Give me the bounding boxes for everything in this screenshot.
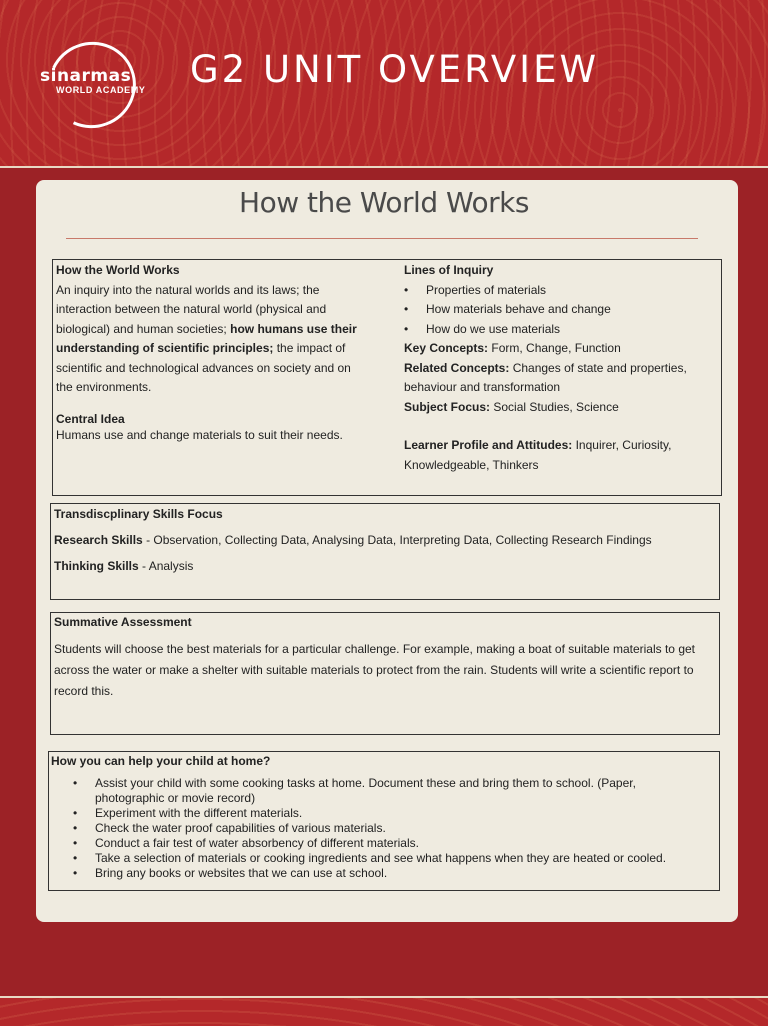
inquiry-column: [404, 261, 716, 475]
skills-content: [54, 501, 716, 579]
logo-name: sinarmas: [40, 66, 132, 86]
research-skills: [54, 527, 716, 553]
home-help-box: [48, 751, 720, 891]
card-heading: How the World Works: [239, 186, 529, 219]
key-concepts-value: Form, Change, Function: [488, 341, 621, 355]
list-item: • Check the water proof capabilities of various materials.: [51, 821, 691, 836]
assessment-content: [54, 612, 714, 702]
learner-profile: [404, 436, 716, 475]
footer-strip: [0, 996, 768, 1026]
theme-heading: How the World Works: [56, 263, 180, 277]
related-concepts-value: Changes of state and properties, behaviour and transformation: [404, 360, 687, 394]
list-item: • Bring any books or websites that we can use at school.: [51, 866, 691, 881]
list-item: • Conduct a fair test of water absorbency of different materials.: [51, 836, 691, 851]
home-help-list: [51, 776, 691, 881]
home-help-heading: How you can help your child at home?: [51, 754, 271, 768]
assessment-text: Students will choose the best materials for a particular challenge. For example, making a boat of suitable materials to get across the water or make a shelter with suitable materials to protect from the rain. Students will write a scientific report to record this.: [54, 642, 695, 698]
central-idea-text: Humans use and change materials to suit their needs.: [56, 427, 343, 442]
list-item: • How materials behave and change: [404, 300, 716, 320]
skills-box: [50, 503, 720, 600]
theme-box: [52, 259, 722, 496]
thinking-skills: [54, 553, 716, 579]
subject-focus: [404, 398, 716, 418]
subject-focus-label: Subject Focus:: [404, 399, 491, 414]
related-concepts-label: Related Concepts:: [404, 360, 510, 375]
theme-desc-part2: the impact of scientific and technological advances on society and on the environments.: [56, 341, 351, 394]
banner-divider: [0, 166, 768, 168]
theme-column: [56, 261, 362, 443]
research-skills-label: Research Skills: [54, 533, 143, 547]
list-item: • Take a selection of materials or cooking ingredients and see what happens when they are heated or cooled.: [51, 851, 691, 866]
thinking-skills-label: Thinking Skills: [54, 559, 139, 573]
logo-subtitle: WORLD ACADEMY: [56, 85, 146, 95]
list-item: • Assist your child with some cooking tasks at home. Document these and bring them to school. (Paper, photographic or movie record): [51, 776, 691, 806]
learner-profile-value: Inquirer, Curiosity, Knowledgeable, Thinkers: [404, 438, 672, 472]
key-concepts: [404, 339, 716, 359]
research-skills-value: - Observation, Collecting Data, Analysing Data, Interpreting Data, Collecting Research Findings: [142, 533, 652, 547]
list-item: • How do we use materials: [404, 320, 716, 340]
list-item: • Properties of materials: [404, 281, 716, 301]
lines-of-inquiry-heading: Lines of Inquiry: [404, 263, 494, 277]
central-idea-label: Central Idea: [56, 411, 125, 426]
theme-desc-bold: how humans use their understanding of scientific principles;: [56, 321, 357, 355]
key-concepts-label: Key Concepts:: [404, 341, 489, 355]
home-help-content: [51, 752, 691, 881]
assessment-heading: Summative Assessment: [54, 615, 192, 629]
lines-of-inquiry-list: [404, 281, 716, 340]
learner-profile-label: Learner Profile and Attitudes:: [404, 438, 573, 452]
thinking-skills-value: - Analysis: [138, 559, 194, 573]
related-concepts: [404, 359, 716, 398]
subject-focus-value: Social Studies, Science: [490, 399, 619, 414]
heading-rule: [66, 238, 698, 239]
theme-description: [56, 281, 362, 398]
list-item: • Experiment with the different materials.: [51, 806, 691, 821]
skills-heading: Transdiscplinary Skills Focus: [54, 507, 223, 521]
assessment-box: [50, 612, 720, 735]
page-title: G2 UNIT OVERVIEW: [190, 48, 600, 91]
theme-desc-part1: An inquiry into the natural worlds and its laws; the interaction between the natural world (physical and biological) and human societies;: [56, 282, 327, 336]
